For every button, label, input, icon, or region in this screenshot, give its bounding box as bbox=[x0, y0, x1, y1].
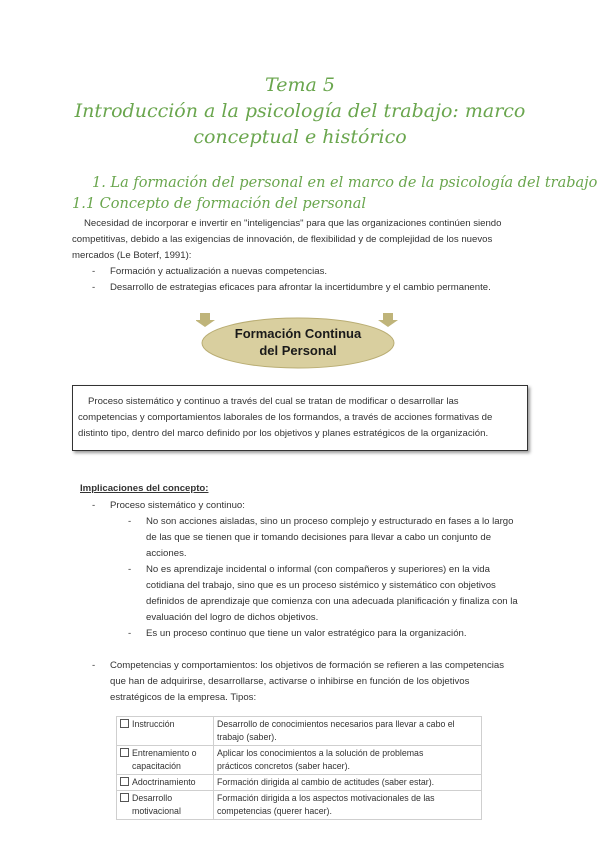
table-row bbox=[117, 746, 482, 775]
type-desc-cell bbox=[214, 791, 482, 820]
diagram-line-2: del Personal bbox=[259, 343, 337, 358]
type-desc-line: prácticos concretos (saber hacer). bbox=[217, 761, 350, 771]
bullet-dash: - bbox=[92, 266, 96, 277]
item2-line-1: Competencias y comportamientos: los objetivos de formación se refieren a las competencias bbox=[110, 660, 505, 671]
sub2-line-1: No es aprendizaje incidental o informal (con compañeros y superiores) en la vida bbox=[146, 564, 490, 575]
item2-line-2: que han de adquirirse, desarrollarse, activarse o inhibirse en función de los objetivos bbox=[110, 676, 470, 687]
right-arrow-icon bbox=[378, 313, 398, 327]
type-name: Instrucción bbox=[132, 719, 175, 729]
type-name: Desarrollo bbox=[132, 793, 173, 803]
chapter-title-line-2: conceptual e histórico bbox=[193, 126, 407, 148]
type-name: Entrenamiento o bbox=[132, 748, 197, 758]
type-desc-cell bbox=[214, 717, 482, 746]
intro-line-3: mercados (Le Boterf, 1991): bbox=[72, 250, 192, 261]
chapter-number: Tema 5 bbox=[265, 74, 335, 96]
type-name-line-2: capacitación bbox=[132, 761, 181, 771]
checkbox-icon bbox=[120, 719, 129, 728]
type-desc-line: Aplicar los conocimientos a la solución de problemas bbox=[217, 748, 424, 758]
type-desc-cell bbox=[214, 775, 482, 791]
table-row bbox=[117, 791, 482, 820]
item2-line-3: estratégicos de la empresa. Tipos: bbox=[110, 692, 257, 703]
sub2-line-4: evaluación del logro de dichos objetivos. bbox=[146, 612, 319, 623]
checkbox-icon bbox=[120, 748, 129, 757]
table-row bbox=[117, 775, 482, 791]
sub-bullet-dash: - bbox=[128, 564, 132, 575]
sub-bullet-dash: - bbox=[128, 628, 132, 639]
intro-line-2: competitivas, debido a las exigencias de innovación, de flexibilidad y de complejidad de los nuevos bbox=[72, 234, 493, 245]
formacion-continua-diagram bbox=[196, 310, 401, 372]
type-name-line-2: motivacional bbox=[132, 806, 181, 816]
type-name-cell bbox=[117, 791, 214, 820]
checkbox-icon bbox=[120, 777, 129, 786]
section-heading: 1. La formación del personal en el marco de la psicología del trabajo bbox=[92, 175, 598, 191]
sub1-line-1: No son acciones aisladas, sino un proceso complejo y estructurado en fases a lo largo bbox=[146, 516, 514, 527]
bullet-dash: - bbox=[92, 282, 96, 293]
definition-line-1: Proceso sistemático y continuo a través del cual se tratan de modificar o desarrollar las bbox=[88, 396, 459, 407]
sub2-line-3: definidos de aprendizaje que comienza con una adecuada planificación y finaliza con la bbox=[146, 596, 518, 607]
chapter-title bbox=[60, 98, 540, 150]
subsection-heading: 1.1 Concepto de formación del personal bbox=[72, 196, 367, 212]
left-arrow-icon bbox=[196, 313, 215, 327]
chapter-title-line-1: Introducción a la psicología del trabajo: marco bbox=[74, 100, 526, 122]
sub1-line-2: de las que se tienen que ir tomando decisiones para llevar a cabo un conjunto de bbox=[146, 532, 492, 543]
type-name-cell bbox=[117, 717, 214, 746]
sub2-line-2: cotidiana del trabajo, sino que es un proceso sistémico y sistemático con objetivos bbox=[146, 580, 496, 591]
sub1-line-3: acciones. bbox=[146, 548, 187, 559]
bullet-item-1: Formación y actualización a nuevas competencias. bbox=[110, 266, 328, 277]
type-name-cell bbox=[117, 746, 214, 775]
diagram-line-1: Formación Continua bbox=[234, 326, 362, 341]
type-desc-line: Desarrollo de conocimientos necesarios para llevar a cabo el bbox=[217, 719, 455, 729]
type-desc-line: competencias (querer hacer). bbox=[217, 806, 332, 816]
implications-heading: Implicaciones del concepto: bbox=[80, 483, 209, 494]
type-name: Adoctrinamiento bbox=[132, 777, 196, 787]
type-desc-line: Formación dirigida al cambio de actitudes (saber estar). bbox=[217, 777, 435, 787]
implication-item-1: Proceso sistemático y continuo: bbox=[110, 500, 245, 511]
intro-line-1: Necesidad de incorporar e invertir en "inteligencias" para que las organizaciones continúen siendo bbox=[84, 218, 502, 229]
sub-bullet-dash: - bbox=[128, 516, 132, 527]
bullet-dash: - bbox=[92, 660, 96, 671]
definition-line-2: competencias y comportamientos laborales de los formandos, a través de acciones formativas de bbox=[78, 412, 493, 423]
table-row bbox=[117, 717, 482, 746]
bullet-item-2: Desarrollo de estrategias eficaces para afrontar la incertidumbre y el cambio permanente. bbox=[110, 282, 491, 293]
competency-types-table bbox=[116, 716, 482, 820]
sub3-line: Es un proceso continuo que tiene un valor estratégico para la organización. bbox=[146, 628, 467, 639]
type-desc-line: Formación dirigida a los aspectos motivacionales de las bbox=[217, 793, 435, 803]
type-desc-line: trabajo (saber). bbox=[217, 732, 277, 742]
checkbox-icon bbox=[120, 793, 129, 802]
definition-line-3: distinto tipo, dentro del marco definido por los objetivos y planes estratégicos de la organización. bbox=[78, 428, 489, 439]
bullet-dash: - bbox=[92, 500, 96, 511]
type-desc-cell bbox=[214, 746, 482, 775]
type-name-cell bbox=[117, 775, 214, 791]
